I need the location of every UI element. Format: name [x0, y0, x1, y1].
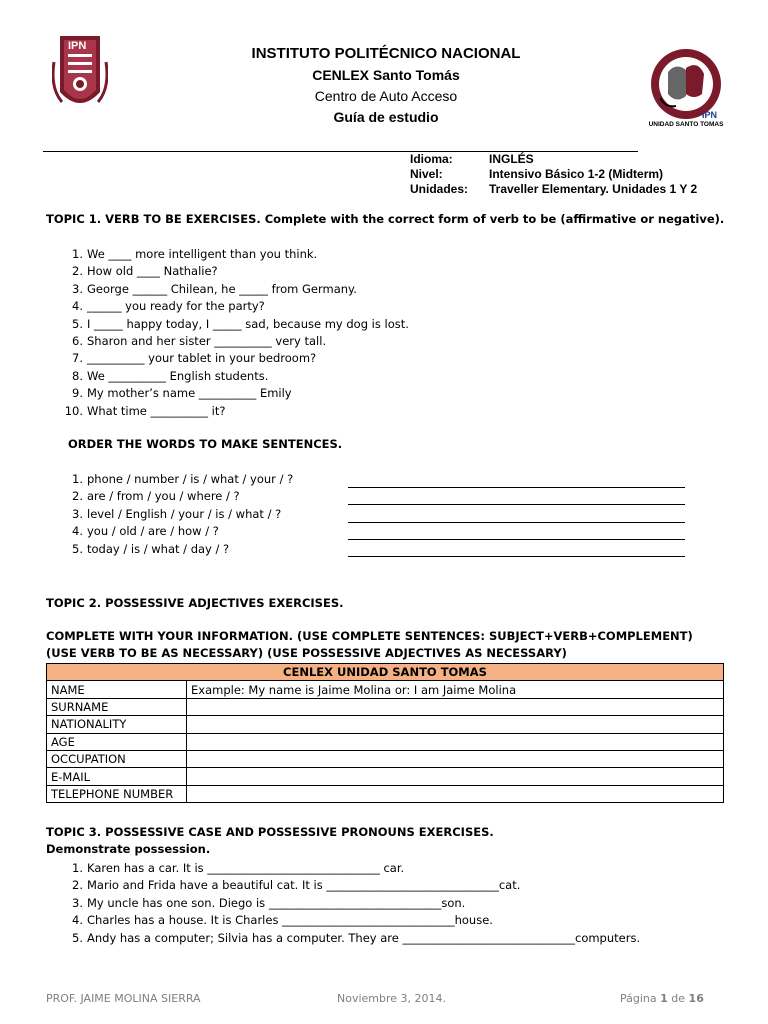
meta-value: INGLÉS	[489, 152, 534, 166]
topic2-instruction-1: COMPLETE WITH YOUR INFORMATION. (USE COMPLETE SENTENCES: SUBJECT+VERB+COMPLEMENT)	[46, 629, 693, 643]
topic2-instruction-2: (USE VERB TO BE AS NECESSARY) (USE POSSESSIVE ADJECTIVES AS NECESSARY)	[46, 646, 567, 660]
row-label: OCCUPATION	[47, 750, 187, 767]
center-title: Centro de Auto Acceso	[314, 88, 458, 104]
topic2-title: TOPIC 2. POSSESSIVE ADJECTIVES EXERCISES.	[46, 596, 344, 610]
item-number: 1.	[72, 472, 83, 486]
item-text: are / from / you / where / ?	[87, 489, 240, 504]
institution-title: INSTITUTO POLITÉCNICO NACIONAL	[251, 45, 521, 62]
item-number: 3.	[72, 506, 83, 521]
item-text: level / English / your / is / what / ?	[87, 506, 282, 521]
table-row	[47, 681, 724, 698]
row-label: SURNAME	[47, 698, 187, 715]
item-number: 2.	[72, 878, 83, 893]
item-number: 4.	[72, 299, 83, 314]
row-label: NATIONALITY	[47, 716, 187, 733]
row-value[interactable]	[187, 785, 724, 802]
meta-key: Unidades:	[410, 182, 469, 196]
row-value[interactable]	[187, 698, 724, 715]
item-text: today / is / what / day / ?	[87, 541, 230, 556]
answer-line[interactable]	[348, 476, 685, 488]
row-value[interactable]: Example: My name is Jaime Molina or: I am Jaime Molina	[187, 681, 724, 698]
page-number: 1	[660, 992, 668, 1005]
table-row	[47, 716, 724, 733]
meta-key: Idioma:	[410, 152, 453, 166]
guide-title: Guía de estudio	[333, 109, 439, 125]
cenlex-logo-text: IPN	[702, 110, 718, 120]
answer-line[interactable]	[348, 545, 685, 557]
item-text: George ______ Chilean, he _____ from Germany.	[87, 281, 357, 296]
item-number: 3.	[72, 281, 83, 296]
table-row	[47, 698, 724, 715]
item-number: 4.	[72, 913, 83, 928]
answer-line[interactable]	[348, 511, 685, 523]
footer-page	[620, 992, 704, 1005]
item-text: How old ____ Nathalie?	[87, 264, 218, 279]
item-number: 8.	[72, 368, 83, 383]
meta-key: Nivel:	[410, 167, 443, 181]
order-title: ORDER THE WORDS TO MAKE SENTENCES.	[68, 437, 343, 451]
item-text: Karen has a car. It is ______________________________ car.	[87, 861, 405, 875]
item-text: Sharon and her sister __________ very tall.	[87, 333, 327, 348]
topic3-subtitle: Demonstrate possession.	[46, 842, 211, 856]
page-of: de	[667, 992, 689, 1005]
table-header: CENLEX UNIDAD SANTO TOMAS	[47, 664, 724, 681]
item-number: 9.	[72, 386, 83, 401]
course-meta	[410, 152, 697, 197]
row-value[interactable]	[187, 716, 724, 733]
row-value[interactable]	[187, 733, 724, 750]
answer-line[interactable]	[348, 528, 685, 540]
meta-value: Traveller Elementary. Unidades 1 Y 2	[489, 182, 698, 196]
item-number: 10.	[64, 403, 83, 418]
item-number: 5.	[72, 930, 83, 945]
row-label: NAME	[47, 681, 187, 698]
item-number: 5.	[72, 541, 83, 556]
row-label: AGE	[47, 733, 187, 750]
item-text: We __________ English students.	[87, 368, 269, 383]
item-number: 3.	[72, 895, 83, 910]
item-number: 1.	[72, 861, 83, 875]
item-text: Andy has a computer; Silvia has a computer. They are ______________________________computers.	[87, 930, 641, 945]
meta-row	[410, 167, 697, 182]
table-row	[47, 750, 724, 767]
item-number: 1.	[72, 247, 83, 261]
footer-author: PROF. JAIME MOLINA SIERRA	[46, 992, 201, 1005]
item-text: My mother’s name __________ Emily	[87, 386, 292, 401]
table-row	[47, 733, 724, 750]
info-table	[46, 663, 724, 803]
item-number: 2.	[72, 264, 83, 279]
meta-value: Intensivo Básico 1-2 (Midterm)	[489, 167, 664, 181]
topic1-title: TOPIC 1. VERB TO BE EXERCISES. Complete with the correct form of verb to be (affirmative or negative).	[46, 212, 725, 226]
item-number: 5.	[72, 316, 83, 331]
row-value[interactable]	[187, 750, 724, 767]
campus-title: CENLEX Santo Tomás	[312, 67, 460, 83]
ipn-logo-text: IPN	[68, 40, 87, 52]
footer-date: Noviembre 3, 2014.	[337, 992, 447, 1005]
row-label: E-MAIL	[47, 768, 187, 785]
item-text: ______ you ready for the party?	[87, 299, 265, 314]
item-text: What time __________ it?	[87, 403, 226, 418]
item-text: Mario and Frida have a beautiful cat. It is ______________________________cat.	[87, 878, 521, 893]
meta-row	[410, 182, 697, 197]
cenlex-logo	[646, 48, 726, 130]
item-text: My uncle has one son. Diego is ______________________________son.	[87, 895, 466, 910]
item-number: 7.	[72, 351, 83, 366]
meta-row	[410, 152, 697, 167]
row-value[interactable]	[187, 768, 724, 785]
table-row	[47, 785, 724, 802]
cenlex-logo-caption: UNIDAD SANTO TOMAS	[648, 121, 724, 128]
item-text: you / old / are / how / ?	[87, 524, 219, 539]
answer-line[interactable]	[348, 493, 685, 505]
item-text: Charles has a house. It is Charles ______________________________house.	[87, 913, 493, 928]
item-text: __________ your tablet in your bedroom?	[87, 351, 317, 366]
page-total: 16	[688, 992, 704, 1005]
row-label: TELEPHONE NUMBER	[47, 785, 187, 802]
item-number: 6.	[72, 333, 83, 348]
table-row	[47, 768, 724, 785]
item-text: We ____ more intelligent than you think.	[87, 247, 318, 261]
ipn-logo	[52, 32, 108, 116]
item-text: phone / number / is / what / your / ?	[87, 472, 294, 486]
topic3-title: TOPIC 3. POSSESSIVE CASE AND POSSESSIVE PRONOUNS EXERCISES.	[46, 825, 494, 839]
item-text: I _____ happy today, I _____ sad, because my dog is lost.	[87, 316, 409, 331]
item-number: 2.	[72, 489, 83, 504]
page-prefix: Página	[620, 992, 661, 1005]
item-number: 4.	[72, 524, 83, 539]
table-header-row	[47, 664, 724, 681]
